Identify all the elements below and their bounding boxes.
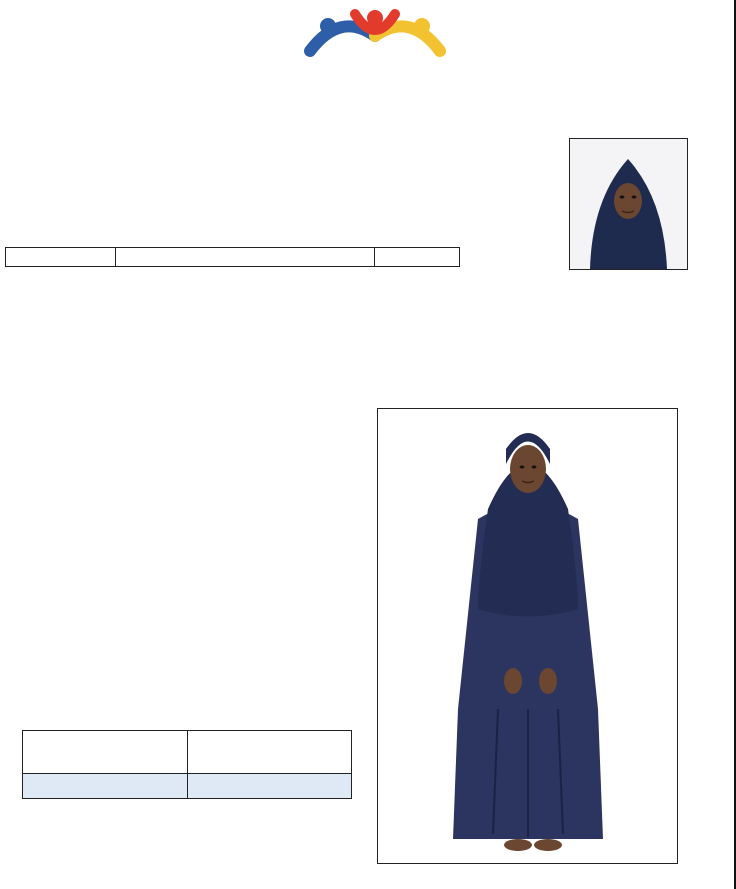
work-washing-value [23,774,188,799]
work-col-washing-header [23,731,188,774]
work-col-cleaning-header [187,731,352,774]
full-body-photo [377,408,678,864]
full-name-value [115,248,374,267]
full-name-table [5,247,460,267]
passport-photo [569,138,688,270]
full-name-label [6,248,116,267]
work-cleaning-value [187,774,352,799]
work-experience-table [22,730,352,799]
logo [300,6,450,72]
full-name-label-ar [375,248,460,267]
